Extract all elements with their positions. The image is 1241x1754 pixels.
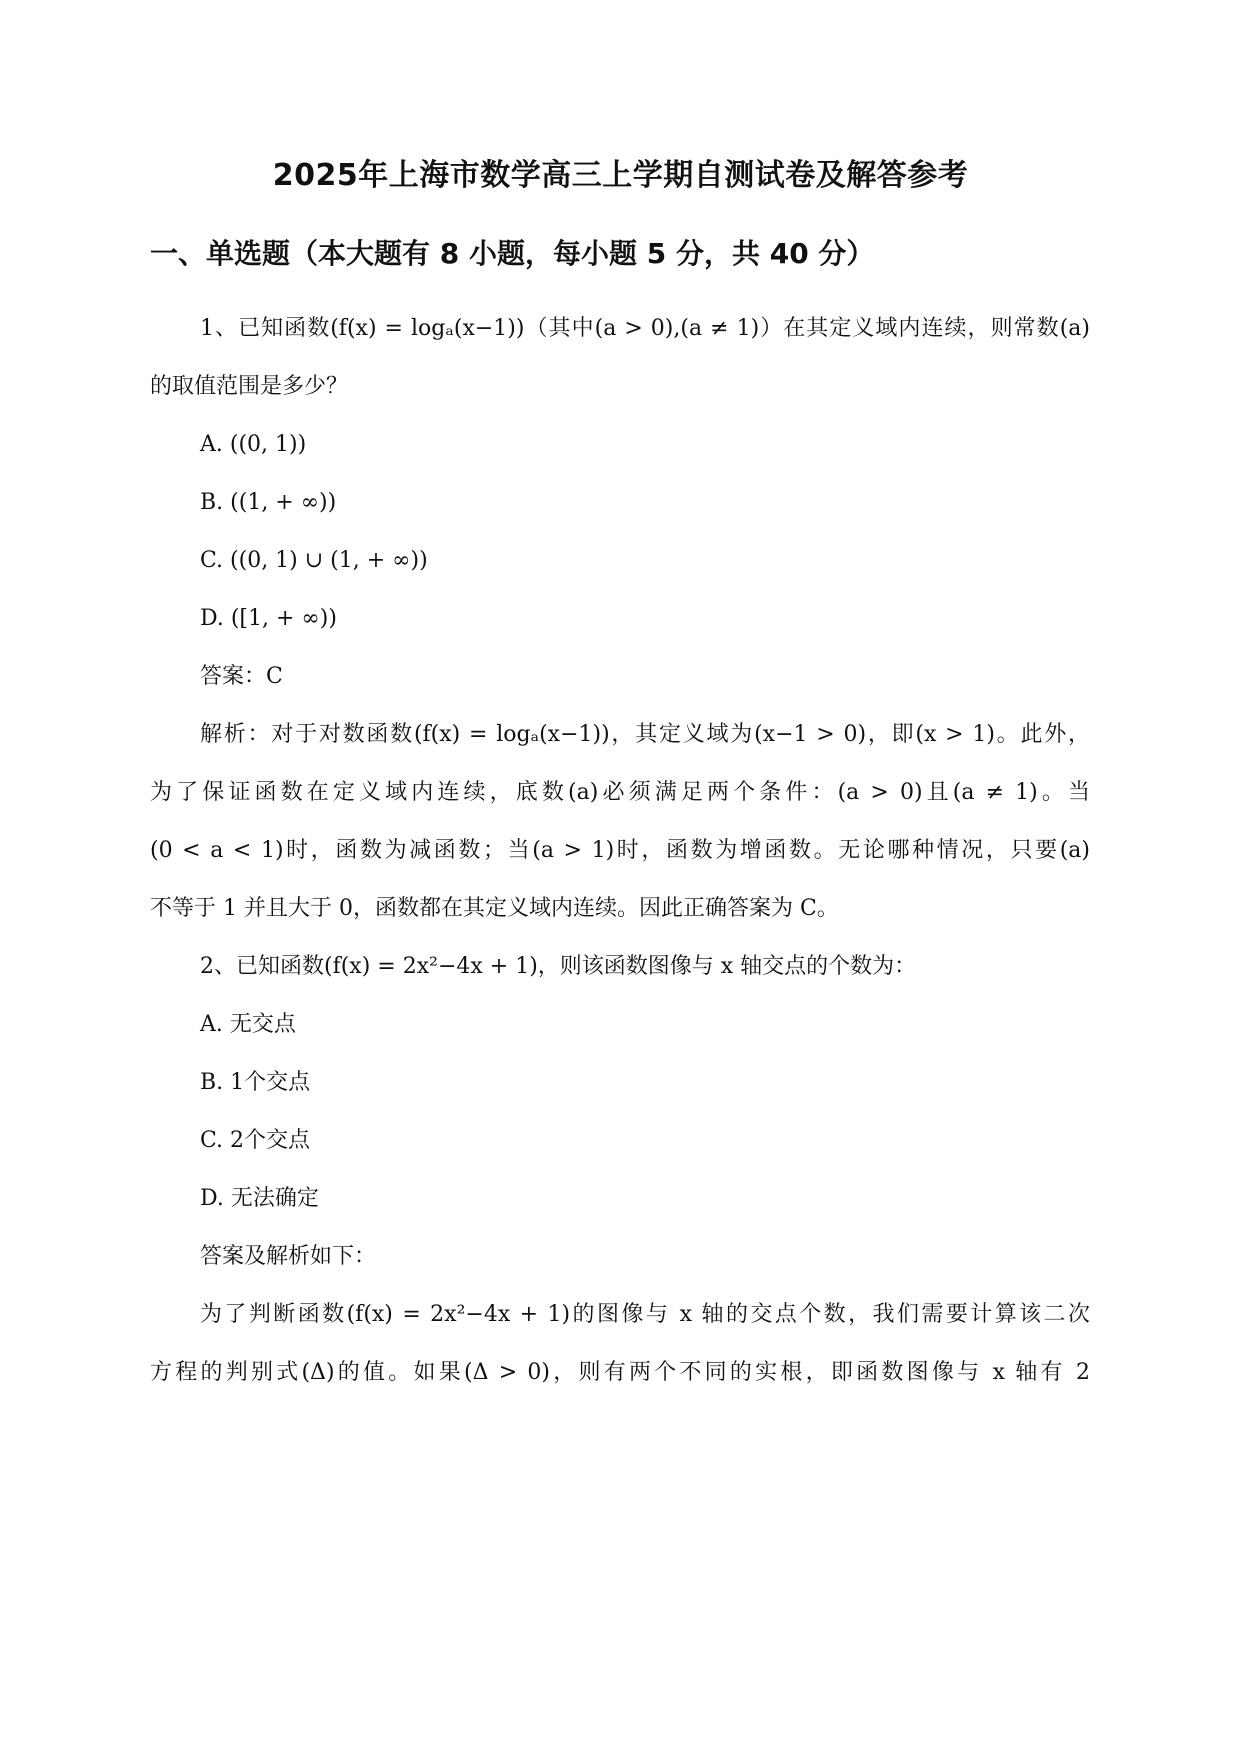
q2-option-b: B. 1个交点 <box>200 1070 311 1095</box>
q2-analysis-line2: 方程的判别式(Δ)的值。如果(Δ > 0)，则有两个不同的实根，即函数图像与 x 轴有 2 <box>150 1360 1090 1385</box>
q1-option-b: B. ((1, + ∞)) <box>200 490 337 515</box>
q1-answer: 答案：C <box>200 664 283 689</box>
q2-analysis-line1: 为了判断函数(f(x) = 2x²−4x + 1)的图像与 x 轴的交点个数，我们需要计算该二次 <box>200 1302 1090 1327</box>
q1-analysis-line3: (0 < a < 1)时，函数为减函数；当(a > 1)时，函数为增函数。无论哪种情况，只要(a) <box>150 838 1090 863</box>
q1-stem-line2: 的取值范围是多少？ <box>150 374 349 399</box>
section-heading: 一、单选题（本大题有 8 小题，每小题 5 分，共 40 分） <box>150 237 875 270</box>
document-title: 2025年上海市数学高三上学期自测试卷及解答参考 <box>272 158 969 193</box>
q1-stem-line1: 1、已知函数(f(x) = logₐ(x−1))（其中(a > 0),(a ≠ 1)）在其定义域内连续，则常数(a) <box>200 316 1090 341</box>
q1-analysis-line2: 为了保证函数在定义域内连续，底数(a)必须满足两个条件：(a > 0)且(a ≠ 1)。当 <box>150 780 1090 805</box>
q2-answer-heading: 答案及解析如下： <box>200 1244 377 1269</box>
q1-option-a: A. ((0, 1)) <box>200 432 307 457</box>
q1-option-d: D. ([1, + ∞)) <box>200 606 337 631</box>
q1-analysis-line1: 解析：对于对数函数(f(x) = logₐ(x−1))，其定义域为(x−1 > 0)，即(x > 1)。此外， <box>200 722 1090 747</box>
q2-stem: 2、已知函数(f(x) = 2x²−4x + 1)，则该函数图像与 x 轴交点的个数为： <box>200 954 917 979</box>
q1-analysis-line4: 不等于 1 并且大于 0，函数都在其定义域内连续。因此正确答案为 C。 <box>150 896 839 921</box>
q2-option-a: A. 无交点 <box>200 1012 296 1037</box>
q2-option-c: C. 2个交点 <box>200 1128 311 1153</box>
q2-option-d: D. 无法确定 <box>200 1186 319 1211</box>
q1-option-c: C. ((0, 1) ∪ (1, + ∞)) <box>200 548 428 573</box>
